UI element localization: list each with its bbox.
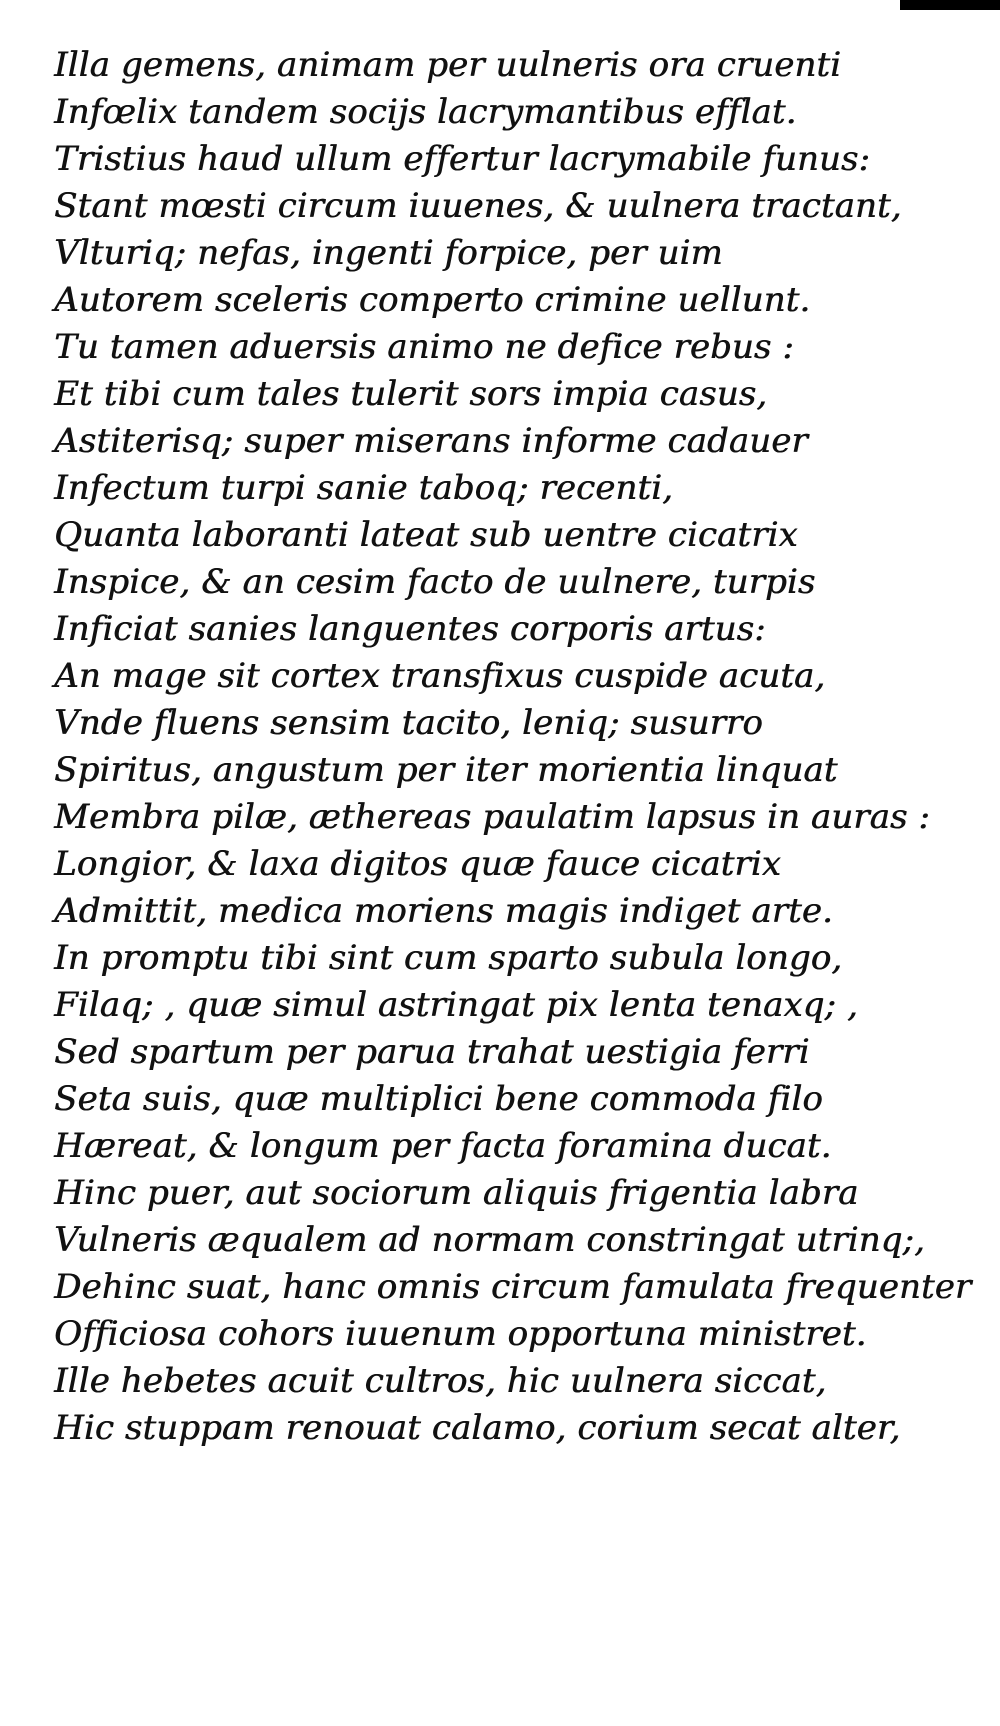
poem-line: Astiterisq; super miserans informe cadauer [54, 421, 808, 461]
poem-line: Infœlix tandem socijs lacrymantibus efflat. [54, 92, 797, 132]
poem-line: Ille hebetes acuit cultros, hic uulnera siccat, [54, 1361, 827, 1401]
poem-line: Quanta laboranti lateat sub uentre cicatrix [54, 515, 798, 555]
page-edge-mark [900, 0, 1000, 10]
poem-line: In promptu tibi sint cum sparto subula longo, [54, 938, 843, 978]
poem-line: An mage sit cortex transfixus cuspide acuta, [54, 656, 826, 696]
poem-line: Longior, & laxa digitos quæ fauce cicatrix [54, 844, 781, 884]
poem-line: Vlturiq; nefas, ingenti forpice, per uim [54, 233, 723, 273]
poem-line: Hinc puer, aut sociorum aliquis frigentia labra [54, 1173, 859, 1213]
poem-line: Vulneris æqualem ad normam constringat utrinq;, [54, 1220, 925, 1260]
poem-line: Tu tamen aduersis animo ne defice rebus : [54, 327, 794, 367]
poem-line: Spiritus, angustum per iter morientia linquat [54, 750, 838, 790]
poem-line: Autorem sceleris comperto crimine uellunt. [54, 280, 811, 320]
poem-line: Hæreat, & longum per facta foramina ducat. [54, 1126, 832, 1166]
poem-line: Filaq; , quæ simul astringat pix lenta tenaxq; , [54, 985, 858, 1025]
poem-line: Seta suis, quæ multiplici bene commoda filo [54, 1079, 823, 1119]
poem-line: Tristius haud ullum effertur lacrymabile funus: [54, 139, 870, 179]
poem-line: Et tibi cum tales tulerit sors impia casus, [54, 374, 768, 414]
poem-line: Inspice, & an cesim facto de uulnere, turpis [54, 562, 816, 602]
poem-line: Inficiat sanies languentes corporis artus: [54, 609, 766, 649]
poem-text [54, 42, 984, 1452]
poem-line: Sed spartum per parua trahat uestigia ferri [54, 1032, 810, 1072]
poem-line: Officiosa cohors iuuenum opportuna ministret. [54, 1314, 867, 1354]
poem-line: Illa gemens, animam per uulneris ora cruenti [54, 45, 842, 85]
poem-line: Membra pilæ, æthereas paulatim lapsus in auras : [54, 797, 930, 837]
poem-line: Admittit, medica moriens magis indiget arte. [54, 891, 833, 931]
poem-line: Infectum turpi sanie taboq; recenti, [54, 468, 673, 508]
poem-line: Dehinc suat, hanc omnis circum famulata frequenter [54, 1267, 972, 1307]
poem-line: Vnde fluens sensim tacito, leniq; susurro [54, 703, 763, 743]
poem-line: Stant mœsti circum iuuenes, & uulnera tractant, [54, 186, 902, 226]
poem-line: Hic stuppam renouat calamo, corium secat alter, [54, 1408, 901, 1448]
